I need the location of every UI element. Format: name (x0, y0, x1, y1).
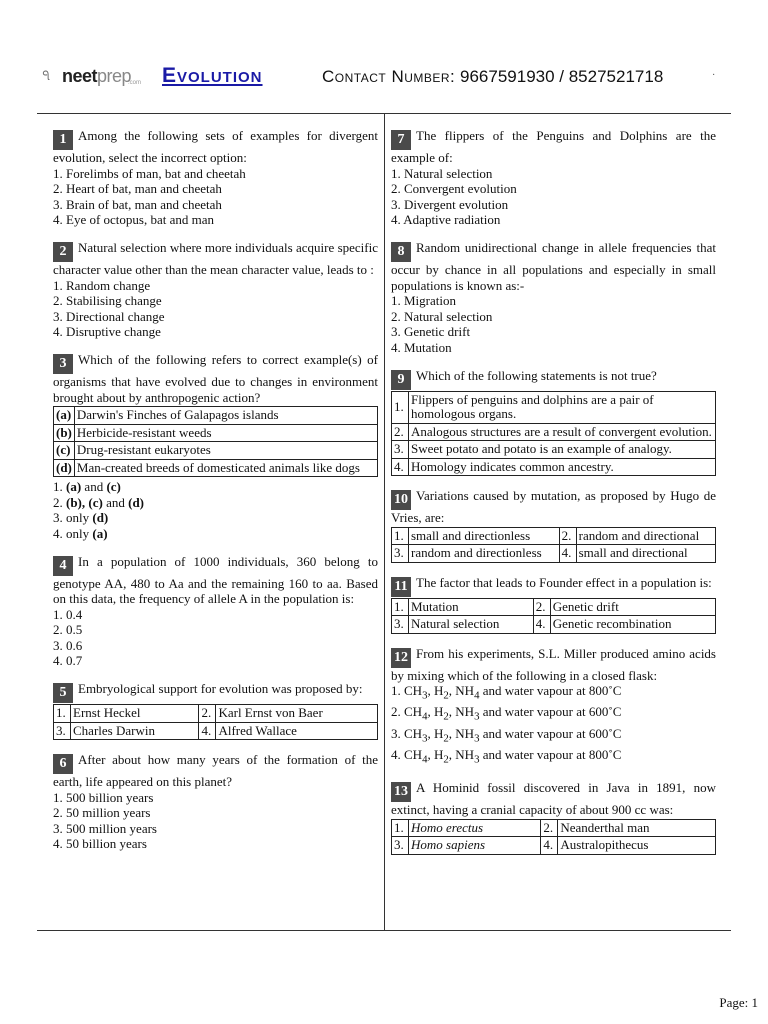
opt-bs: 2 (443, 689, 449, 702)
option-bold: (a) (66, 479, 82, 495)
question-text: From his experiments, S.L. Miller produced amino acids by mixing which of the following in a closed flask: (391, 645, 716, 683)
question-text: Among the following sets of examples for divergent evolution, select the incorrect option: (53, 128, 378, 165)
page-header (0, 0, 768, 114)
question-number: 8 (391, 242, 411, 262)
opt-bs: 2 (443, 753, 449, 766)
opt-d: and water vapour at 800˚C (479, 683, 622, 699)
option (391, 747, 716, 768)
question-8 (391, 240, 716, 356)
question-6 (53, 752, 378, 852)
opt-cs: 3 (474, 753, 480, 766)
table-row (392, 837, 716, 855)
option (53, 510, 378, 526)
table-row (392, 819, 716, 837)
opt-b: , H (427, 725, 444, 741)
option-num: 4. (533, 616, 550, 634)
question-text: Variations caused by mutation, as proposed by Hugo de Vries, are: (391, 488, 716, 526)
option: 4. 50 billion years (53, 836, 147, 852)
table-row (54, 407, 378, 425)
question-text: The flippers of the Penguins and Dolphins are the example of: (391, 128, 716, 165)
page-number: Page: 1 (719, 995, 758, 1010)
table-row (54, 442, 378, 460)
option-joiner: and (102, 494, 129, 510)
option: 1. 0.4 (53, 606, 83, 622)
table-row (392, 423, 716, 441)
question-number: 6 (53, 754, 73, 774)
contact-number (322, 67, 663, 87)
question-11 (391, 575, 716, 634)
option-prefix: 3. only (53, 510, 93, 526)
question-3 (53, 352, 378, 542)
option-joiner: and (81, 479, 107, 495)
question-2 (53, 240, 378, 340)
option-grid (53, 704, 378, 740)
opt-cs: 3 (474, 711, 480, 723)
opt-c: , NH (448, 704, 475, 720)
option-bold: (d) (92, 510, 109, 526)
header-dot: · (712, 70, 716, 81)
page-title[interactable]: Evolution (162, 64, 263, 87)
statement-value: Herbicide-resistant weeds (74, 424, 377, 442)
question-text: After about how many years of the formation of the earth, life appeared on this planet? (53, 752, 378, 790)
option: 2. Convergent evolution (391, 181, 517, 197)
question-number: 10 (391, 490, 411, 510)
neetprep-logo (42, 64, 152, 94)
option: 4. Mutation (391, 339, 452, 355)
option-text: small and directionless (409, 527, 560, 545)
logo-sub: .com (128, 80, 142, 86)
option: 3. Genetic drift (391, 324, 471, 340)
option-num: 1. (54, 705, 71, 723)
option (53, 479, 378, 495)
opt-d: and water vapour at 600˚C (479, 704, 622, 720)
question-number: 12 (391, 648, 411, 668)
table-row (392, 598, 716, 616)
option-text: Homology indicates common ancestry. (409, 458, 716, 476)
option (53, 495, 378, 511)
option: 1. Natural selection (391, 165, 493, 181)
option: 4. 0.7 (53, 653, 83, 669)
opt-cs: 4 (474, 689, 480, 702)
statement-value: Man-created breeds of domesticated animals like dogs (74, 459, 377, 477)
opt-n: 3. (391, 725, 404, 741)
option-num: 4. (559, 545, 576, 563)
option: 2. Stabilising change (53, 293, 162, 309)
opt-b: , H (427, 683, 444, 699)
table-row (54, 705, 378, 723)
question-number: 3 (53, 354, 73, 374)
option-prefix: 4. only (53, 525, 93, 541)
option: 4. Adaptive radiation (391, 212, 501, 228)
option-num: 3. (392, 616, 409, 634)
statement-value: Darwin's Finches of Galapagos islands (74, 407, 377, 425)
option-num: 3. (392, 545, 409, 563)
table-row (54, 459, 378, 477)
question-9 (391, 368, 716, 477)
footer-divider (37, 930, 731, 931)
option: 2. Natural selection (391, 308, 493, 324)
statement-key: (c) (54, 442, 75, 460)
option-bold: (d) (128, 494, 144, 510)
question-text: A Hominid fossil discovered in Java in 1891, now extinct, having a cranial capacity of about 900 cc was: (391, 779, 716, 817)
option-num: 2. (199, 705, 216, 723)
question-text: The factor that leads to Founder effect in a population is: (416, 574, 712, 590)
option-text: random and directional (576, 527, 715, 545)
option: 4. Eye of octopus, bat and man (53, 212, 215, 228)
option: 3. 500 million years (53, 820, 157, 836)
opt-a: CH (404, 704, 423, 720)
table-row (392, 458, 716, 476)
option: 1. Random change (53, 277, 151, 293)
option: 4. Disruptive change (53, 324, 161, 340)
option-bold: (a) (92, 525, 108, 541)
opt-cs: 3 (474, 732, 480, 745)
opt-c: , NH (448, 683, 475, 699)
table-row (392, 391, 716, 423)
option-num: 1. (392, 527, 409, 545)
option: 1. Migration (391, 293, 456, 309)
option (53, 526, 378, 542)
question-number: 11 (391, 577, 411, 597)
option-text: Australopithecus (558, 837, 716, 855)
option: 3. Divergent evolution (391, 196, 509, 212)
statement-table (53, 406, 378, 477)
question-number: 5 (53, 683, 73, 703)
question-text: Natural selection where more individuals acquire specific character value other than the mean character value, leads to : (53, 239, 378, 277)
option: 1. Forelimbs of man, bat and cheetah (53, 165, 246, 181)
option: 2. 0.5 (53, 622, 83, 638)
option: 2. Heart of bat, man and cheetah (53, 181, 222, 197)
option-bold: (c) (106, 479, 121, 495)
question-4 (53, 554, 378, 670)
option-num: 3. (54, 722, 71, 740)
option-text: Flippers of penguins and dolphins are a pair of homologous organs. (409, 391, 716, 423)
opt-bs: 2 (443, 732, 449, 745)
opt-a: CH (404, 746, 423, 762)
option-text: Genetic recombination (550, 616, 715, 634)
option-num: 4. (541, 837, 558, 855)
option-text: Natural selection (409, 616, 534, 634)
option (391, 704, 716, 725)
question-1 (53, 128, 378, 228)
opt-d: and water vapour at 600˚C (479, 725, 622, 741)
column-divider (384, 114, 385, 930)
opt-n: 4. (391, 746, 404, 762)
table-row (392, 527, 716, 545)
option: 2. 50 million years (53, 805, 151, 821)
option-text: Charles Darwin (71, 722, 199, 740)
option (391, 726, 716, 747)
opt-b: , H (427, 746, 444, 762)
question-number: 2 (53, 242, 73, 262)
option-num: 4. (199, 722, 216, 740)
option-text: Analogous structures are a result of convergent evolution. (409, 423, 716, 441)
option-num: 3. (392, 837, 409, 855)
opt-a: CH (404, 683, 423, 699)
question-text: Which of the following refers to correct example(s) of organisms that have evolved due to changes in environment brought about by anthropogenic action? (53, 351, 378, 405)
option-text: Homo erectus (409, 819, 541, 837)
option-text: Neanderthal man (558, 819, 716, 837)
table-row (54, 424, 378, 442)
contact-values: 9667591930 / 8527521718 (460, 67, 664, 86)
option-text: small and directional (576, 545, 715, 563)
option-bold: (b), (c) (66, 494, 103, 510)
question-number: 1 (53, 130, 73, 150)
opt-c: , NH (448, 725, 475, 741)
table-row (392, 545, 716, 563)
option-num: 1. (392, 391, 409, 423)
option-text: Mutation (409, 598, 534, 616)
table-row (392, 441, 716, 459)
option-text: Genetic drift (550, 598, 715, 616)
statement-key: (d) (54, 459, 75, 477)
question-number: 7 (391, 130, 411, 150)
option-text: Homo sapiens (409, 837, 541, 855)
question-7 (391, 128, 716, 228)
option: 3. Directional change (53, 308, 165, 324)
opt-d: and water vapour at 800˚C (479, 746, 622, 762)
option-prefix: 1. (53, 479, 66, 495)
opt-as: 3 (422, 689, 428, 702)
option-table (391, 391, 716, 477)
option-num: 1. (392, 598, 409, 616)
question-number: 4 (53, 556, 73, 576)
option-text: Karl Ernst von Baer (216, 705, 378, 723)
statement-key: (a) (54, 407, 75, 425)
opt-as: 3 (422, 732, 428, 745)
option-num: 3. (392, 441, 409, 459)
question-text: Which of the following statements is not true? (416, 367, 657, 383)
question-10 (391, 488, 716, 563)
option-num: 2. (559, 527, 576, 545)
opt-a: CH (404, 725, 423, 741)
option: 3. Brain of bat, man and cheetah (53, 196, 222, 212)
opt-c: , NH (448, 746, 475, 762)
option-grid (391, 819, 716, 855)
opt-n: 1. (391, 683, 404, 699)
question-number: 13 (391, 782, 411, 802)
option-num: 1. (392, 819, 409, 837)
statement-key: (b) (54, 424, 75, 442)
option-text: Ernst Heckel (71, 705, 199, 723)
option-num: 2. (533, 598, 550, 616)
opt-as: 4 (422, 711, 428, 723)
option-num: 2. (392, 423, 409, 441)
option-grid (391, 527, 716, 563)
option (391, 683, 716, 704)
option-num: 2. (541, 819, 558, 837)
logo-text-bold: neet (62, 66, 98, 86)
question-13 (391, 780, 716, 855)
right-column (391, 128, 716, 867)
table-row (54, 722, 378, 740)
opt-b: , H (427, 704, 444, 720)
option: 3. 0.6 (53, 637, 83, 653)
option-grid (391, 598, 716, 634)
statement-value: Drug-resistant eukaryotes (74, 442, 377, 460)
table-row (392, 616, 716, 634)
question-text: Embryological support for evolution was proposed by: (78, 681, 363, 697)
option-text: Alfred Wallace (216, 722, 378, 740)
opt-n: 2. (391, 704, 404, 720)
question-text: In a population of 1000 individuals, 360 belong to genotype AA, 480 to Aa and the remaining 160 to aa. Based on this data, the frequency of allele A in the population is: (53, 553, 378, 607)
question-text: Random unidirectional change in allele frequencies that occur by chance in all populations and especially in small populations is known as:- (391, 239, 716, 293)
option: 1. 500 billion years (53, 789, 154, 805)
opt-as: 4 (422, 753, 428, 766)
contact-label: Contact Number: (322, 67, 456, 86)
option-prefix: 2. (53, 494, 66, 510)
left-column (53, 128, 378, 864)
option-text: random and directionless (409, 545, 560, 563)
opt-bs: 2 (443, 711, 449, 723)
logo-text-light: prep (97, 66, 132, 86)
question-12 (391, 646, 716, 768)
logo-mark-icon: ঀ (42, 64, 51, 85)
option-num: 4. (392, 458, 409, 476)
question-5 (53, 681, 378, 740)
question-number: 9 (391, 370, 411, 390)
option-text: Sweet potato and potato is an example of analogy. (409, 441, 716, 459)
